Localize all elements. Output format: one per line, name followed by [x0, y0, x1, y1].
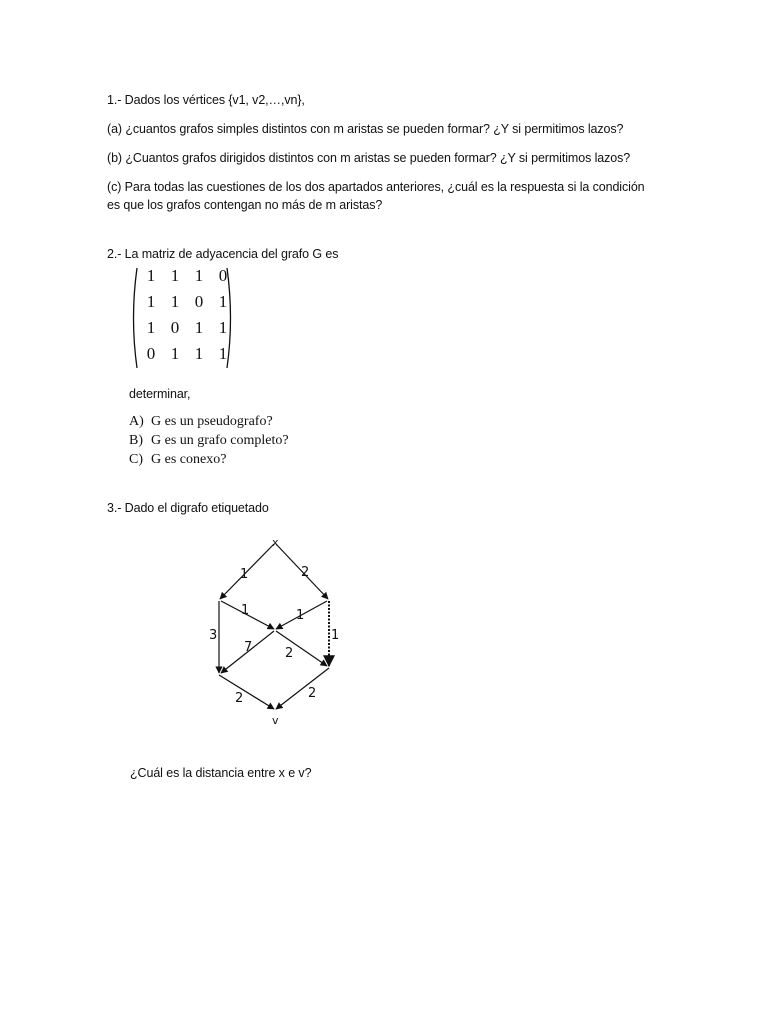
- matrix-cell: 0: [146, 344, 156, 363]
- q1-part-c-line1: (c) Para todas las cuestiones de los dos apartados anteriores, ¿cuál es la respuesta si la condición: [107, 180, 645, 194]
- matrix-cell: 1: [218, 318, 228, 337]
- q1-part-b: (b) ¿Cuantos grafos dirigidos distintos con m aristas se pueden formar? ¿Y si permitimos lazos?: [107, 151, 631, 165]
- matrix-cell: 1: [146, 292, 156, 311]
- q3-question: ¿Cuál es la distancia entre x e v?: [130, 766, 312, 780]
- edge-label: 3: [209, 628, 218, 643]
- matrix-cell: 1: [170, 266, 180, 285]
- q2-determine: determinar,: [129, 387, 191, 401]
- option-text: G es un grafo completo?: [151, 433, 289, 448]
- edge-label: 1: [241, 603, 250, 618]
- edge-label: 2: [308, 686, 317, 701]
- q3-title: 3.- Dado el digrafo etiquetado: [107, 501, 269, 515]
- matrix-cell: 1: [170, 292, 180, 311]
- matrix-cell: 0: [218, 266, 228, 285]
- matrix-row: [140, 318, 230, 344]
- adjacency-matrix: [128, 266, 236, 370]
- edge-lower-left-to-v: [219, 675, 274, 709]
- matrix-cell: 1: [218, 292, 228, 311]
- vertex-label-v: v: [272, 714, 279, 727]
- option-marker: C): [129, 452, 143, 467]
- edge-label: 2: [301, 565, 310, 580]
- matrix-row: [140, 266, 230, 292]
- matrix-cell: 1: [218, 344, 228, 363]
- labeled-digraph: [200, 535, 350, 727]
- matrix-cell: 0: [194, 292, 204, 311]
- edge-center-to-lower-right: [276, 631, 327, 666]
- edge-label: 1: [331, 628, 340, 643]
- option-marker: B): [129, 433, 143, 448]
- q2-option-b: [129, 433, 289, 449]
- matrix-cell: 1: [194, 318, 204, 337]
- edge-label: 1: [296, 608, 305, 623]
- edge-label: 2: [235, 691, 244, 706]
- matrix-cell: 1: [170, 344, 180, 363]
- matrix-cell: 1: [194, 344, 204, 363]
- matrix-cell: 1: [146, 318, 156, 337]
- edge-label: 7: [244, 640, 253, 655]
- matrix-row: [140, 292, 230, 318]
- edge-lower-right-to-v: [276, 668, 329, 709]
- edge-label: 2: [285, 646, 294, 661]
- q1-title: 1.- Dados los vértices {v1, v2,…,vn},: [107, 93, 305, 107]
- q1-part-c-line2: es que los grafos contengan no más de m aristas?: [107, 198, 383, 212]
- matrix-cell: 0: [170, 318, 180, 337]
- matrix-cell: 1: [194, 266, 204, 285]
- q2-title: 2.- La matriz de adyacencia del grafo G es: [107, 247, 339, 261]
- matrix-row: [140, 344, 230, 370]
- option-marker: A): [129, 414, 144, 429]
- q2-option-a: [129, 414, 273, 430]
- matrix-cell: 1: [146, 266, 156, 285]
- q2-option-c: [129, 452, 226, 468]
- option-text: G es un pseudografo?: [151, 414, 273, 429]
- vertex-label-x: x: [272, 536, 279, 549]
- q1-part-a: (a) ¿cuantos grafos simples distintos con m aristas se pueden formar? ¿Y si permitimos lazos?: [107, 122, 624, 136]
- option-text: G es conexo?: [151, 452, 227, 467]
- edge-label: 1: [240, 567, 249, 582]
